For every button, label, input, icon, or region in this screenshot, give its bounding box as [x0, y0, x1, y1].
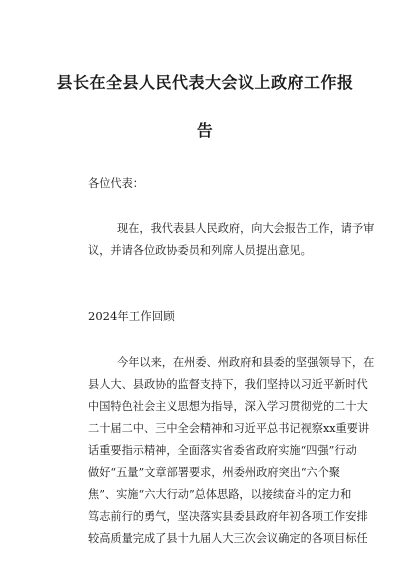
- intro-line: 现在，我代表县人民政府，向大会报告工作，请予审: [117, 222, 375, 235]
- document-title-line-2: 告: [196, 121, 214, 140]
- section-heading: 2024年工作回顾: [88, 309, 175, 323]
- review-line: 二十届二中、三中全会精神和习近平总书记视察xx重要讲: [88, 422, 370, 435]
- review-line: 做好“五量”文章部署要求，州委州政府突出“六个聚: [88, 466, 341, 479]
- review-line: 今年以来，在州委、州政府和县委的坚强领导下，在: [117, 356, 375, 369]
- salutation: 各位代表：: [88, 177, 144, 190]
- intro-line: 议，并请各位政协委员和列席人员提出意见。: [88, 244, 312, 257]
- review-line: 话重要指示精神，全面落实省委省政府实施“四强”行动: [88, 444, 357, 457]
- review-line: 较高质量完成了县十九届人大三次会议确定的各项目标任: [88, 532, 368, 545]
- document-title-line-1: 县长在全县人民代表大会议上政府工作报: [56, 73, 354, 92]
- review-line: 笃志前行的勇气，坚决落实县委县政府年初各项工作安排: [88, 510, 368, 523]
- review-line: 中国特色社会主义思想为指导，深入学习贯彻党的二十大: [88, 400, 368, 413]
- review-line: 县人大、县政协的监督支持下，我们坚持以习近平新时代: [88, 378, 368, 391]
- review-line: 焦”、实施“六大行动”总体思路，以接续奋斗的定力和: [88, 488, 352, 501]
